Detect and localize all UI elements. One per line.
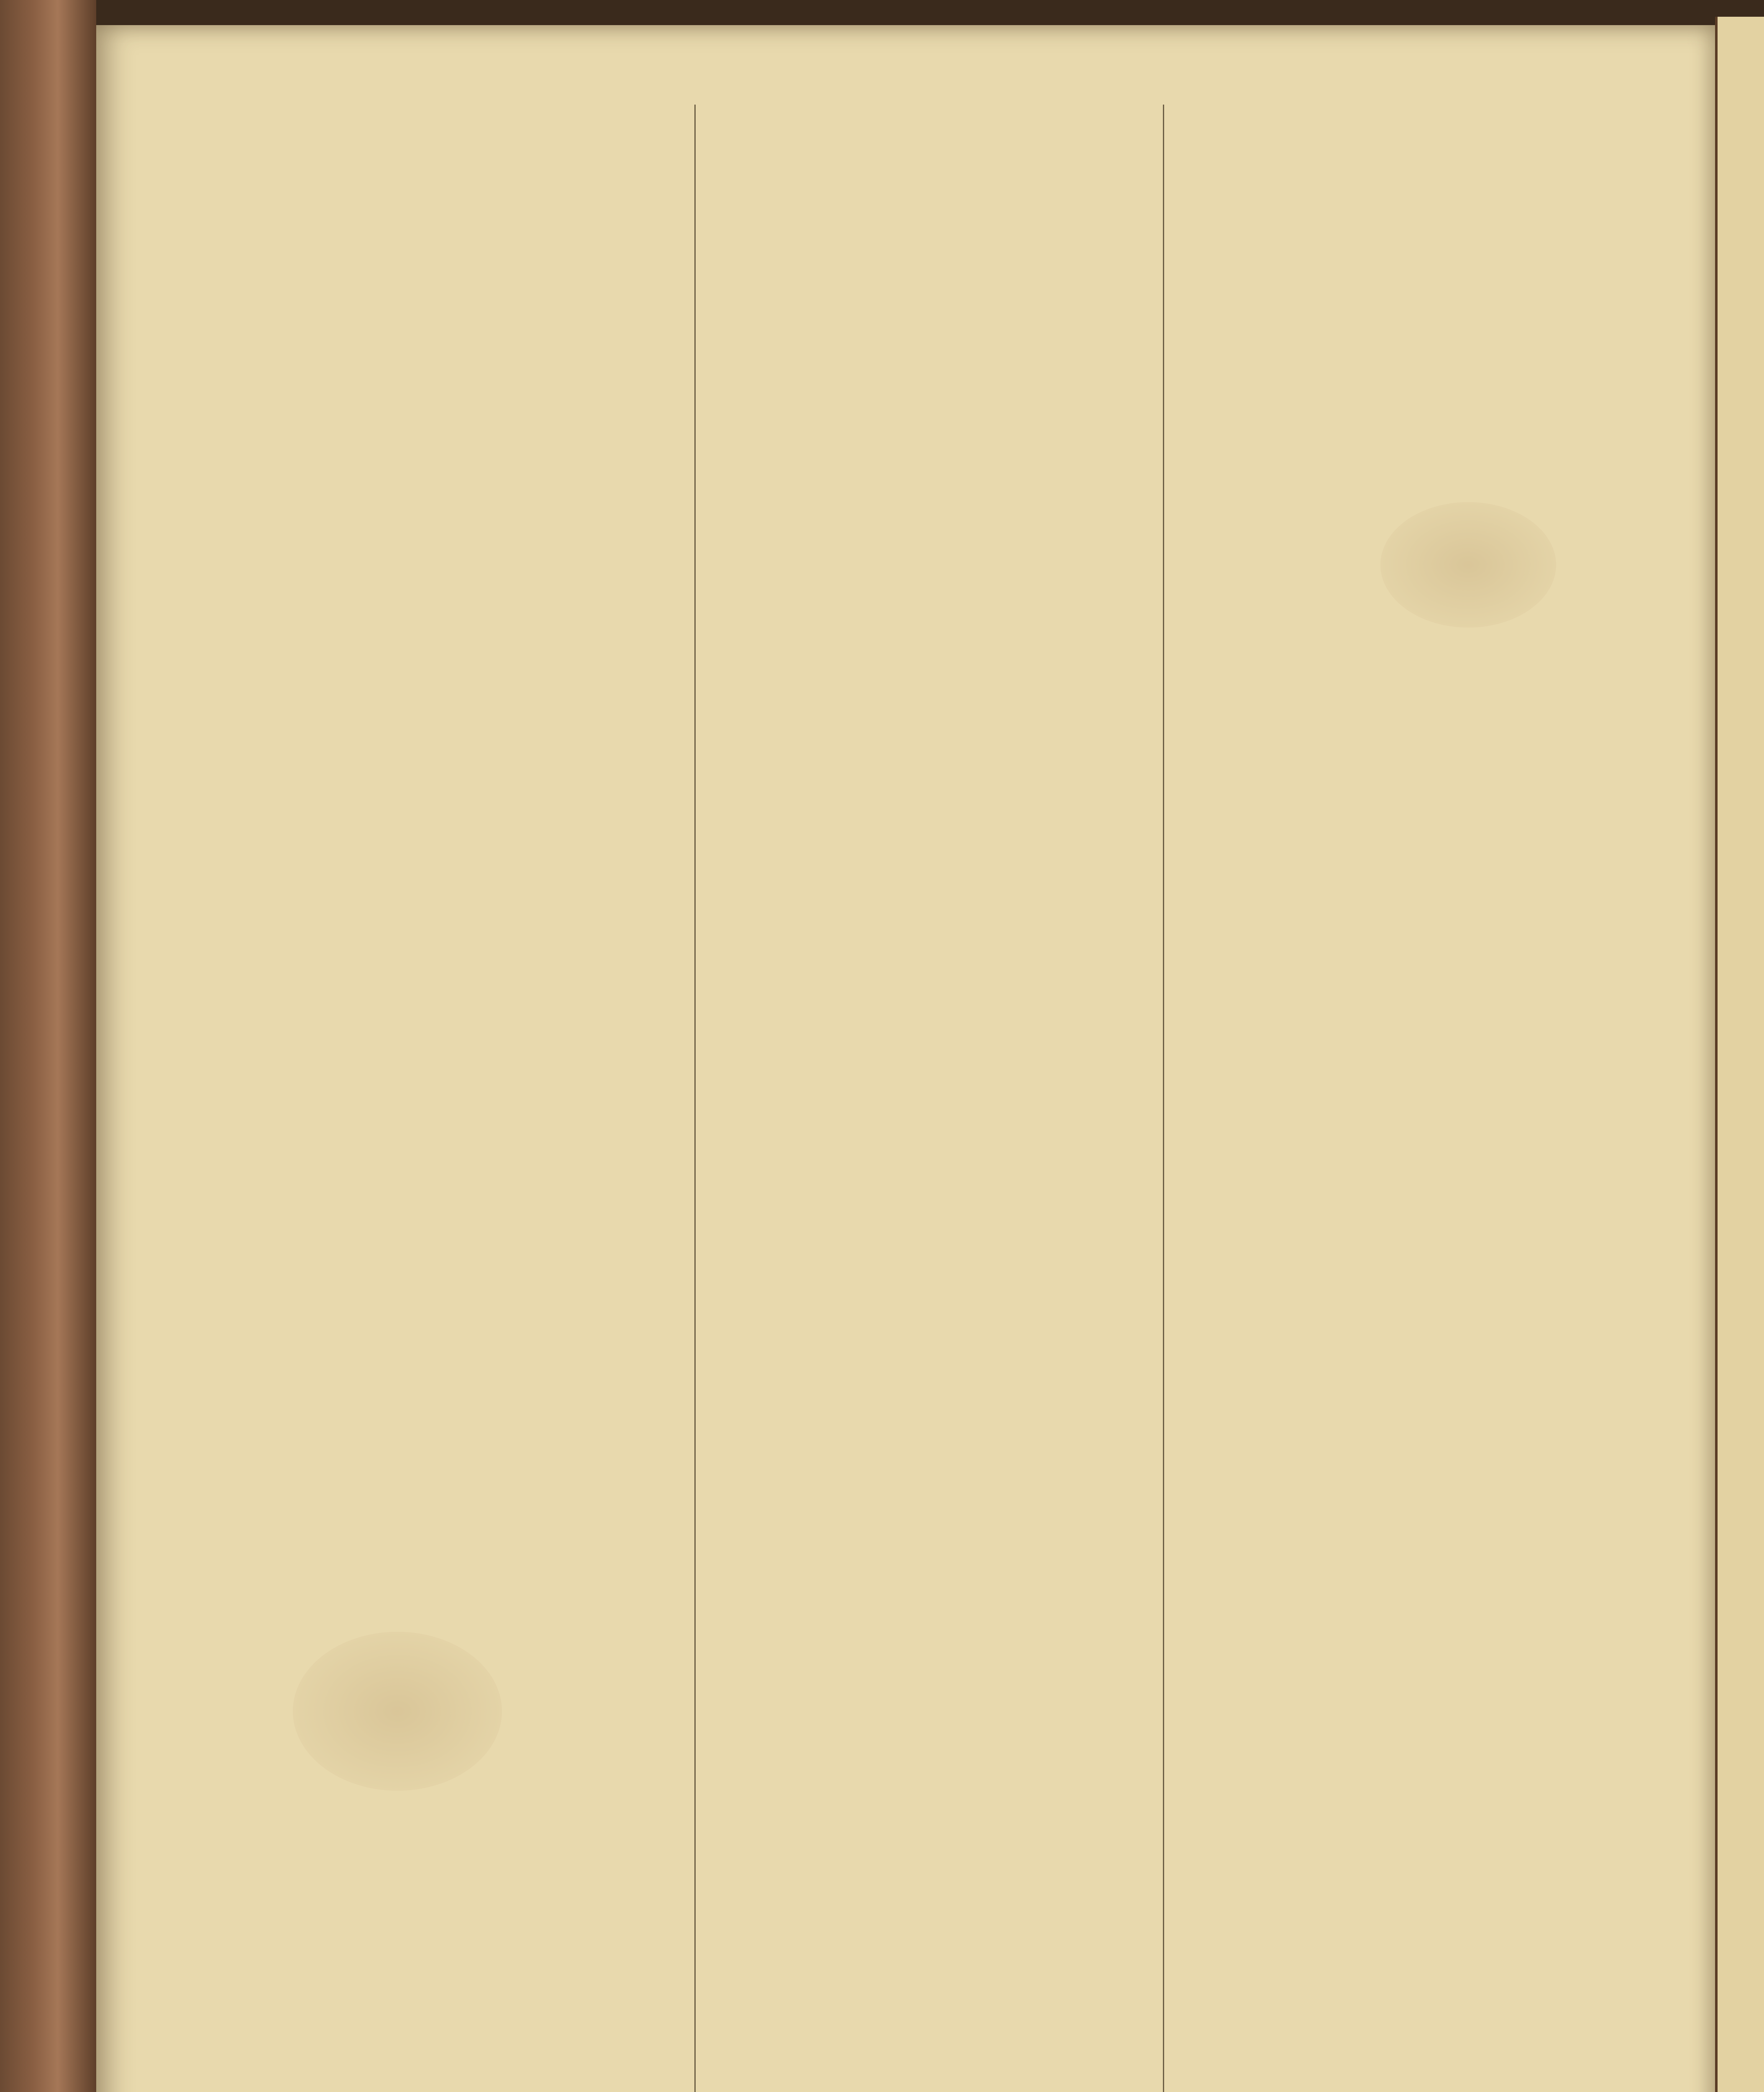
book-binding (0, 0, 96, 2092)
article-column-2 (703, 109, 1167, 2092)
article-column-3 (1171, 109, 1636, 2092)
article-column-1 (234, 109, 699, 2092)
facing-page-edge (1715, 17, 1764, 2092)
